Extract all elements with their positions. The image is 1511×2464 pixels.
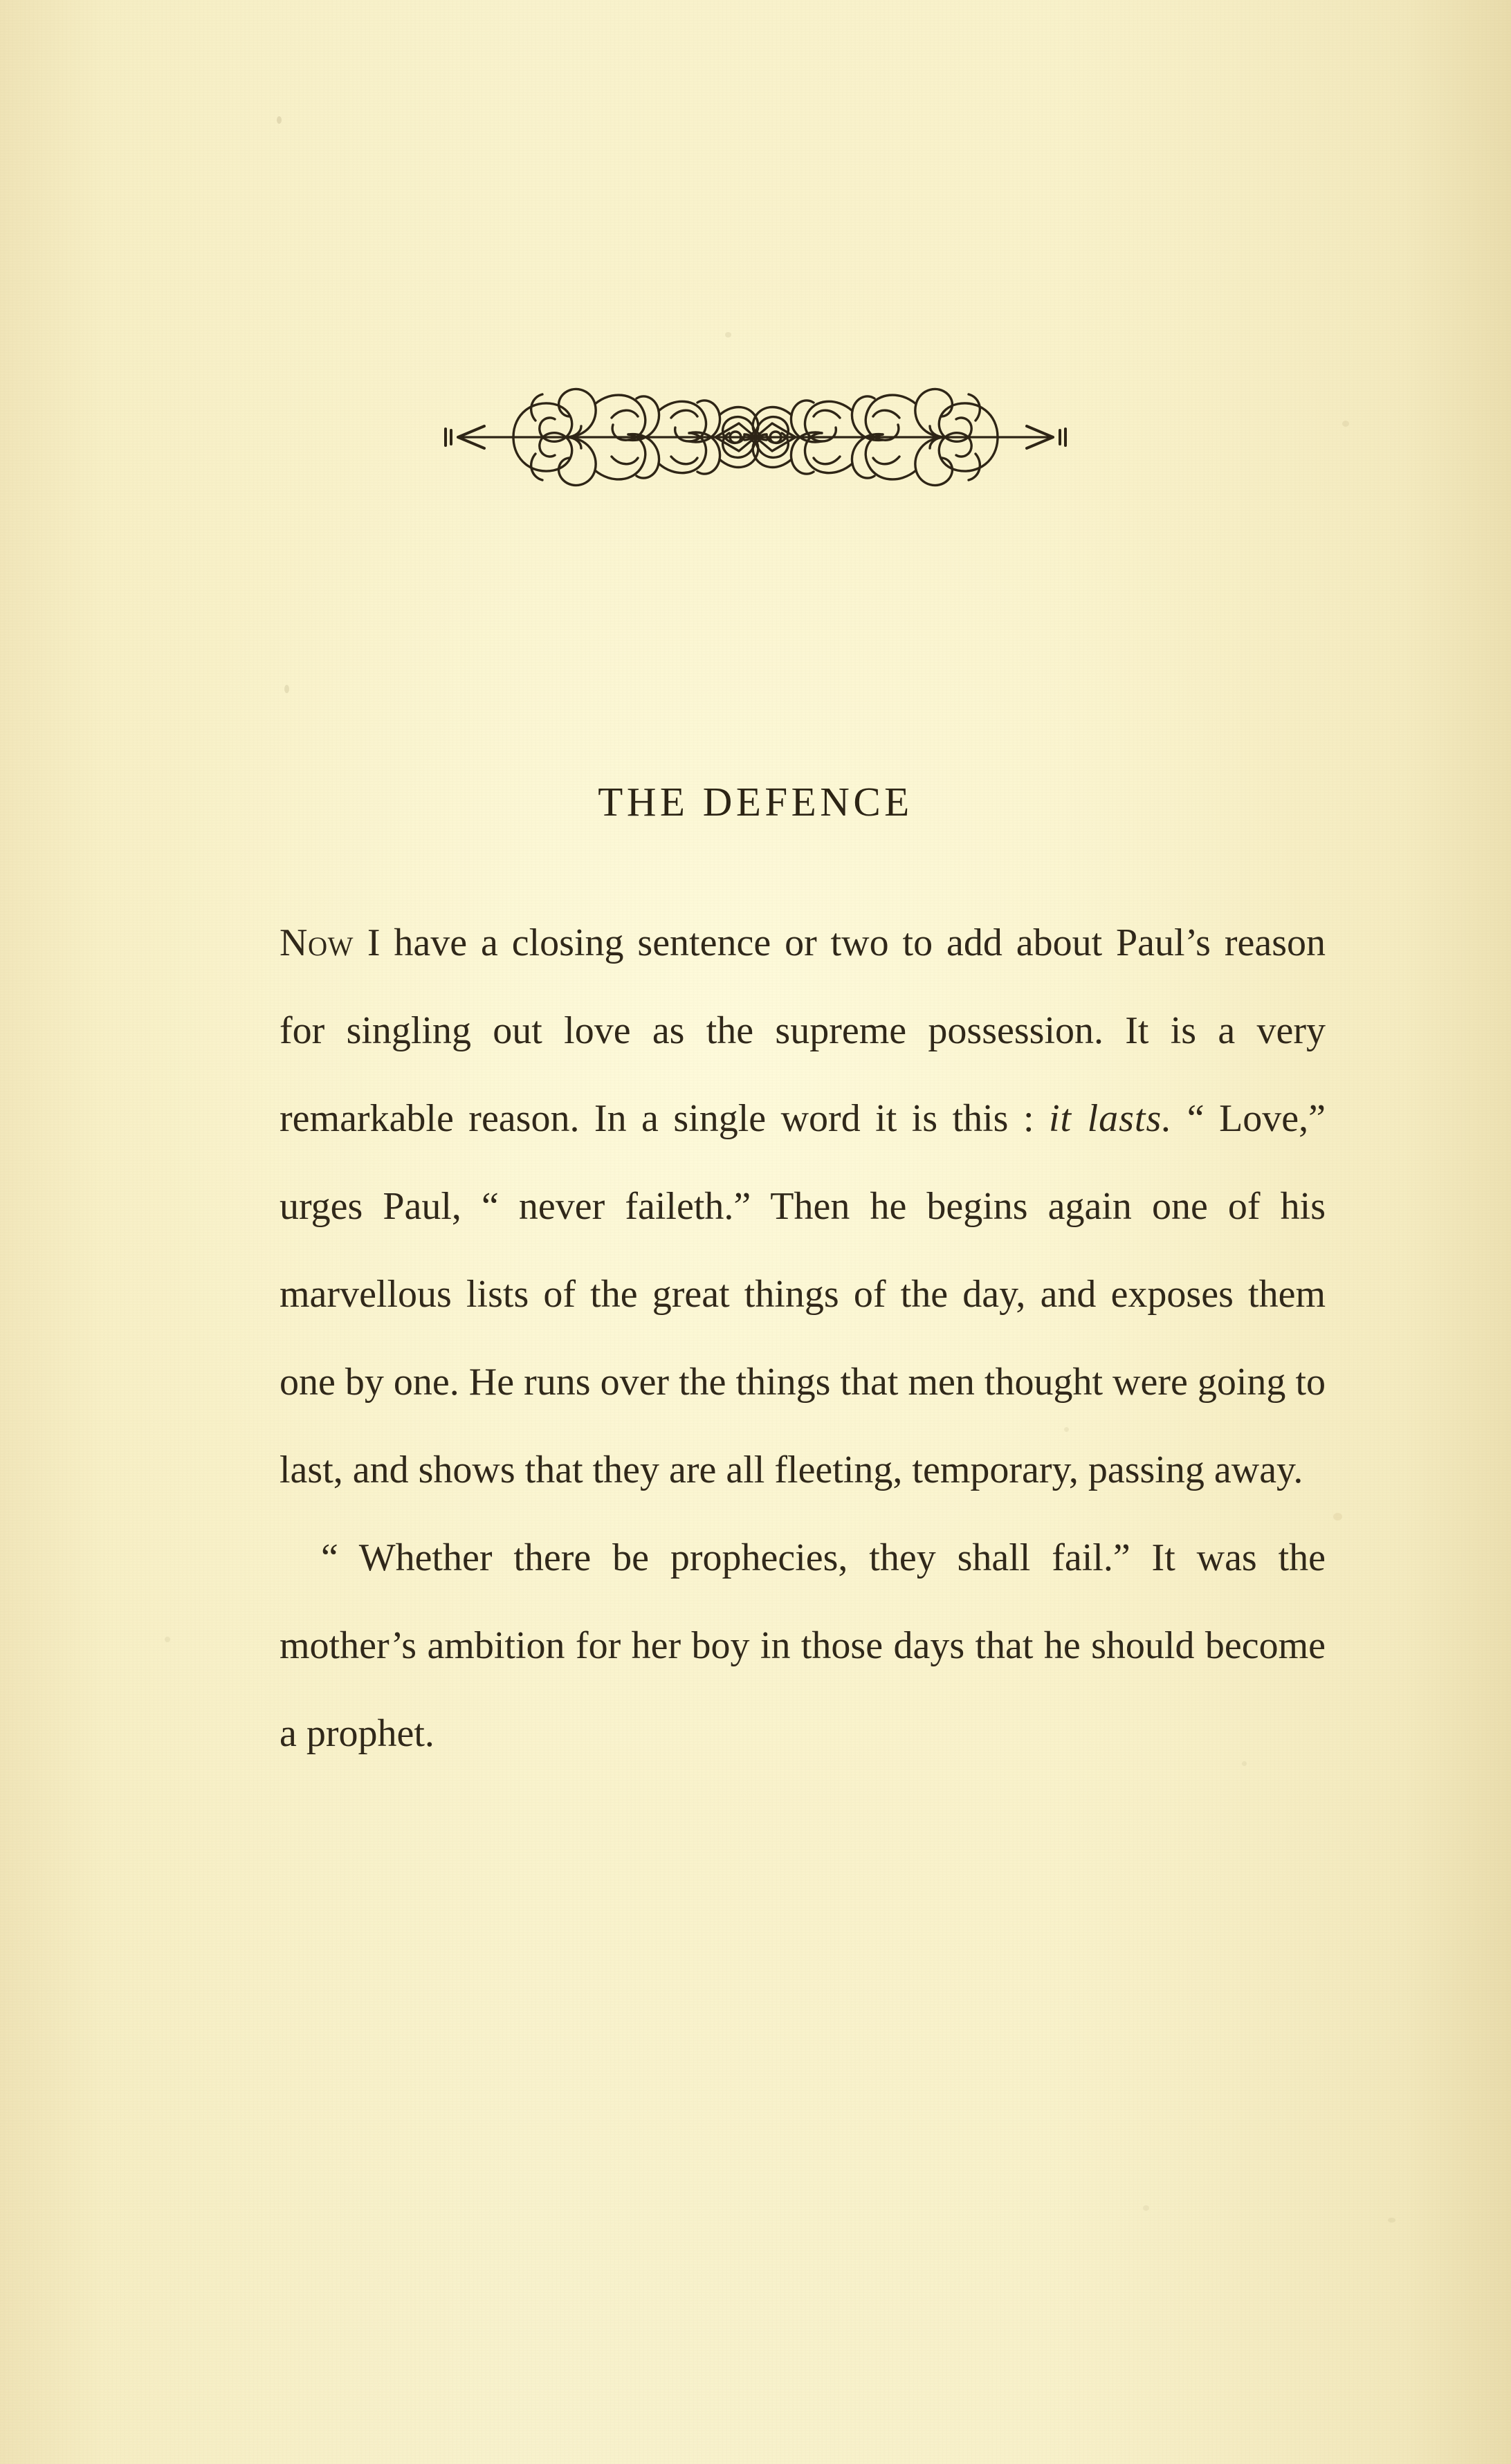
- body-text: [280, 899, 1326, 1778]
- paragraph-2: “ Whether there be prophecies, they shall fail.” It was the mother’s ambition for her boy in those days that he should become a prophet.: [280, 1536, 1326, 1755]
- paper-speck: [1333, 1513, 1342, 1520]
- paragraph-1-text: I have a closing sentence or two to add about Paul’s reason for singling out love as the supreme possession. It is a very remarkable reason. In a single word it is this :: [280, 921, 1326, 1140]
- paper-speck: [1143, 2205, 1149, 2211]
- paragraph-1-text-after: “ Love,” urges Paul, “ never faileth.” Then he begins again one of his marvellous lists of the great things of the day, and exposes them one by one. He runs over the things that men thought were going to last, and shows that they are all fleeting, temporary, passing away.: [280, 1097, 1326, 1491]
- page-title: THE DEFENCE: [598, 778, 913, 825]
- paper-speck: [1342, 421, 1349, 427]
- paper-speck: [284, 685, 289, 693]
- paragraph-1: [280, 899, 1326, 1514]
- paragraph-lead-smallcaps: Now: [280, 921, 354, 964]
- paper-speck: [1388, 2218, 1395, 2223]
- paper-speck: [725, 332, 731, 338]
- floral-scroll-divider-icon: [423, 340, 1088, 534]
- paper-speck: [277, 116, 282, 124]
- paragraph-1-emphasis: it lasts.: [1048, 1097, 1173, 1140]
- paper-speck: [165, 1637, 170, 1642]
